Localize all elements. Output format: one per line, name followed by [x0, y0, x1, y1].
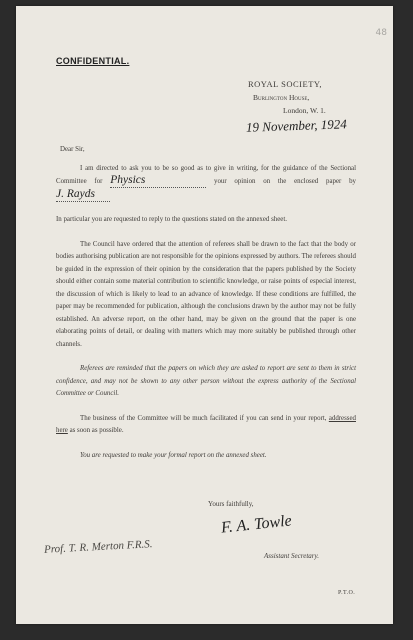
- addressee-handwriting: Prof. T. R. Merton F.R.S.: [43, 538, 153, 556]
- paragraph-questions: In particular you are requested to reply to the questions stated on the annexed sheet.: [56, 216, 287, 223]
- paragraph-request: [56, 163, 356, 203]
- address-line-2: Burlington House,: [253, 93, 310, 102]
- signatory-title: Assistant Secretary.: [264, 552, 319, 560]
- pto-mark: P.T.O.: [338, 590, 356, 596]
- letter-page: [16, 6, 393, 624]
- committee-field: [110, 175, 206, 188]
- author-field: [56, 189, 110, 202]
- closing: Yours faithfully,: [208, 500, 254, 508]
- business-text-a: The business of the Committee will be much facilitated if you can send in your report,: [80, 414, 327, 422]
- paragraph-business: [56, 413, 356, 438]
- confidential-heading: CONFIDENTIAL.: [56, 56, 130, 66]
- paragraph-confidence: Referees are reminded that the papers on which they are asked to report are sent to them in strict confidence, and may not be shown to any other person without the express authority of the Sectional Committee or Council.: [56, 365, 356, 397]
- paragraph-council: The Council have ordered that the attention of referees shall be drawn to the fact that the body or bodies authorising publication are not responsible for the opinions expressed by authors. The referees should be guided in the expression of their opinion by the consideration that the papers published by the Society should either contain some material contribution to scientific knowledge, or raise points of especial interest, the discussion of which is likely to lead to an advance of knowledge. If these conditions are fulfilled, the paper may be recommended for publication, although the conclusions drawn by the author may not be fully established. An adverse report, on the other hand, may be given on the ground that the paper is one elaborating points of detail, or dealing with matters which may more suitably be published through other channels.: [56, 240, 356, 348]
- pencil-page-number: 48: [375, 28, 387, 38]
- signature: F. A. Towle: [220, 512, 293, 537]
- committee-handwriting: Physics: [110, 174, 146, 186]
- business-text-b: as soon as possible.: [69, 427, 124, 434]
- author-handwriting: J. Rayds: [56, 187, 95, 200]
- paragraph-formal-report: You are requested to make your formal report on the annexed sheet.: [80, 451, 267, 459]
- request-text-b: your opinion on the enclosed paper by: [214, 178, 356, 185]
- sender-address: [248, 78, 368, 117]
- salutation: Dear Sir,: [60, 146, 85, 153]
- address-line-3: London, W. 1.: [283, 106, 326, 115]
- addressed-here: addressed here: [56, 414, 356, 434]
- letter-body: [56, 144, 356, 462]
- handwritten-date: 19 November, 1924: [245, 116, 347, 135]
- address-line-1: ROYAL SOCIETY,: [248, 79, 323, 89]
- request-text-a: I am directed to ask you to be so good as to give in writing, for the guidance of the Sectional Committee for: [56, 164, 356, 185]
